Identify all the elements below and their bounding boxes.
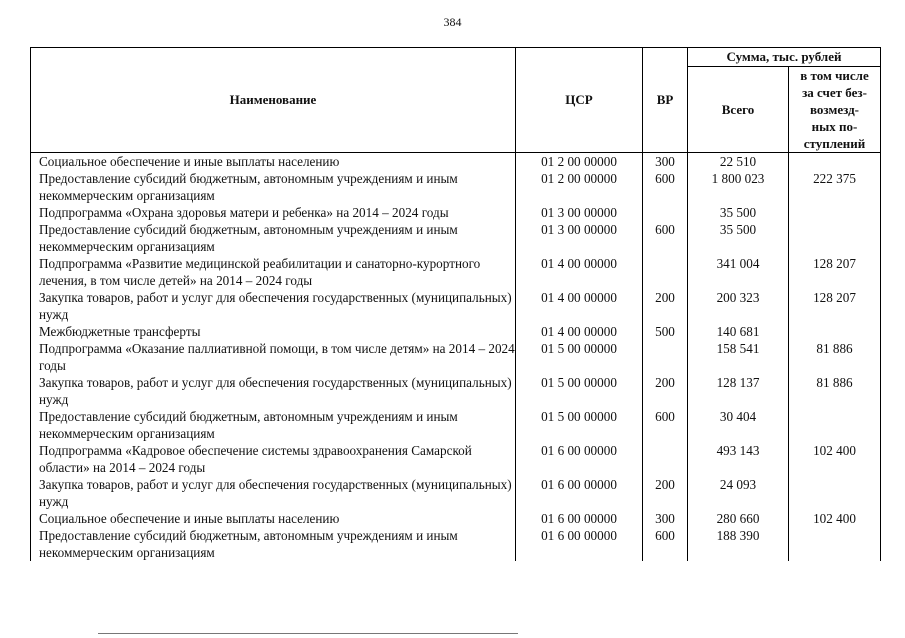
row-csr: 01 6 00 00000 [516, 442, 643, 476]
row-free: 128 207 [789, 289, 881, 323]
header-free [789, 67, 881, 153]
row-csr: 01 4 00 00000 [516, 289, 643, 323]
header-name: Наименование [31, 48, 516, 153]
row-total: 35 500 [688, 221, 789, 255]
row-name: Предоставление субсидий бюджетным, автономным учреждениям и иным некоммерческим организациям [31, 221, 516, 255]
row-free: 81 886 [789, 374, 881, 408]
page-number: 384 [443, 15, 462, 29]
row-name: Предоставление субсидий бюджетным, автономным учреждениям и иным некоммерческим организациям [31, 527, 516, 561]
table-row [31, 323, 881, 340]
row-total: 280 660 [688, 510, 789, 527]
row-csr: 01 3 00 00000 [516, 204, 643, 221]
row-csr: 01 6 00 00000 [516, 476, 643, 510]
row-total: 200 323 [688, 289, 789, 323]
row-free [789, 153, 881, 171]
row-free: 102 400 [789, 442, 881, 476]
row-vr: 600 [643, 408, 688, 442]
table-row [31, 221, 881, 255]
row-vr: 200 [643, 289, 688, 323]
row-csr: 01 2 00 00000 [516, 170, 643, 204]
row-vr: 600 [643, 170, 688, 204]
row-total: 493 143 [688, 442, 789, 476]
table-row [31, 408, 881, 442]
row-csr: 01 6 00 00000 [516, 510, 643, 527]
table-row [31, 527, 881, 561]
table-row [31, 153, 881, 171]
row-vr: 600 [643, 221, 688, 255]
row-vr: 300 [643, 153, 688, 171]
header-csr: ЦСР [516, 48, 643, 153]
row-vr [643, 340, 688, 374]
row-total: 24 093 [688, 476, 789, 510]
row-free: 222 375 [789, 170, 881, 204]
row-name: Подпрограмма «Оказание паллиативной помощи, в том числе детям» на 2014 – 2024 годы [31, 340, 516, 374]
row-csr: 01 2 00 00000 [516, 153, 643, 171]
header-free-line: за счет без- [802, 85, 867, 100]
header-total: Всего [688, 67, 789, 153]
row-csr: 01 5 00 00000 [516, 408, 643, 442]
row-name: Предоставление субсидий бюджетным, автономным учреждениям и иным некоммерческим организациям [31, 170, 516, 204]
header-free-line: в том числе [800, 68, 869, 83]
row-name: Межбюджетные трансферты [31, 323, 516, 340]
row-csr: 01 3 00 00000 [516, 221, 643, 255]
row-free: 81 886 [789, 340, 881, 374]
header-free-line: возмезд- [810, 102, 859, 117]
row-free [789, 221, 881, 255]
row-total: 158 541 [688, 340, 789, 374]
row-vr [643, 442, 688, 476]
row-name: Социальное обеспечение и иные выплаты населению [31, 153, 516, 171]
row-free: 128 207 [789, 255, 881, 289]
row-vr: 500 [643, 323, 688, 340]
table-row [31, 170, 881, 204]
row-name: Закупка товаров, работ и услуг для обеспечения государственных (муниципальных) нужд [31, 374, 516, 408]
header-free-line: ных по- [811, 119, 858, 134]
header-sum: Сумма, тыс. рублей [688, 48, 881, 67]
row-total: 140 681 [688, 323, 789, 340]
row-name: Закупка товаров, работ и услуг для обеспечения государственных (муниципальных) нужд [31, 476, 516, 510]
row-csr: 01 4 00 00000 [516, 255, 643, 289]
row-total: 35 500 [688, 204, 789, 221]
row-vr: 200 [643, 476, 688, 510]
row-name: Подпрограмма «Кадровое обеспечение системы здравоохранения Самарской области» на 2014 – 2024 годы [31, 442, 516, 476]
table-row [31, 340, 881, 374]
table-row [31, 204, 881, 221]
row-total: 188 390 [688, 527, 789, 561]
row-vr [643, 255, 688, 289]
row-free: 102 400 [789, 510, 881, 527]
row-csr: 01 6 00 00000 [516, 527, 643, 561]
header-vr: ВР [643, 48, 688, 153]
row-name: Подпрограмма «Охрана здоровья матери и ребенка» на 2014 – 2024 годы [31, 204, 516, 221]
row-csr: 01 5 00 00000 [516, 340, 643, 374]
row-total: 30 404 [688, 408, 789, 442]
table-row [31, 255, 881, 289]
row-total: 1 800 023 [688, 170, 789, 204]
table-row [31, 476, 881, 510]
row-name: Закупка товаров, работ и услуг для обеспечения государственных (муниципальных) нужд [31, 289, 516, 323]
row-name: Предоставление субсидий бюджетным, автономным учреждениям и иным некоммерческим организациям [31, 408, 516, 442]
row-name: Подпрограмма «Развитие медицинской реабилитации и санаторно-курортного лечения, в том числе детей» на 2014 – 2024 годы [31, 255, 516, 289]
row-free [789, 408, 881, 442]
row-free [789, 204, 881, 221]
budget-table [30, 47, 881, 561]
row-free [789, 323, 881, 340]
table-row [31, 442, 881, 476]
header-free-line: ступлений [803, 136, 866, 151]
row-free [789, 527, 881, 561]
table-row [31, 374, 881, 408]
row-vr [643, 204, 688, 221]
row-vr: 200 [643, 374, 688, 408]
row-total: 128 137 [688, 374, 789, 408]
table-row [31, 289, 881, 323]
page-bottom-rule [98, 633, 518, 634]
row-free [789, 476, 881, 510]
row-vr: 600 [643, 527, 688, 561]
row-total: 341 004 [688, 255, 789, 289]
table-body [31, 153, 881, 562]
row-vr: 300 [643, 510, 688, 527]
row-csr: 01 4 00 00000 [516, 323, 643, 340]
row-total: 22 510 [688, 153, 789, 171]
row-name: Социальное обеспечение и иные выплаты населению [31, 510, 516, 527]
table-row [31, 510, 881, 527]
row-csr: 01 5 00 00000 [516, 374, 643, 408]
